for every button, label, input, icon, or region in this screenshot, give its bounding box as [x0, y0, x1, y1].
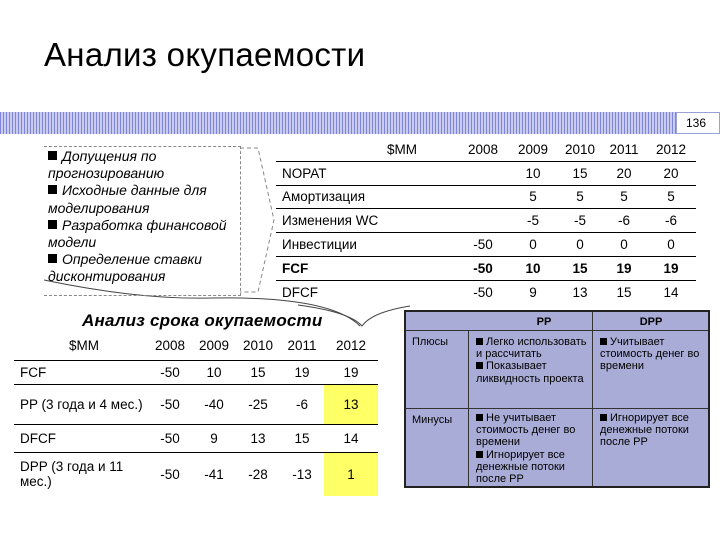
row-label: Амортизация: [276, 185, 458, 209]
checkbox-bullet-icon: [476, 451, 483, 458]
cell: -50: [148, 384, 192, 424]
checkbox-bullet-icon: [476, 362, 483, 369]
cell: 15: [236, 360, 280, 384]
cell: 19: [324, 360, 378, 384]
year-header: 2011: [602, 138, 646, 161]
highlighted-cell: 13: [324, 384, 378, 424]
checkbox-bullet-icon: [48, 151, 57, 160]
list-item: Легко использовать и рассчитать: [476, 336, 587, 361]
row-label: DFCF: [14, 424, 148, 452]
list-item: Игнорирует все денежные потоки после PP: [476, 448, 565, 486]
cell: 14: [663, 284, 679, 300]
cell: -13: [292, 466, 312, 482]
cell: 5: [558, 185, 602, 209]
table-row: [14, 452, 378, 496]
cell: 10: [192, 360, 236, 384]
cell: 20: [646, 161, 696, 185]
cell: 14: [324, 424, 378, 452]
cell: -28: [248, 466, 268, 482]
cell: -5: [508, 209, 558, 233]
cell: 20: [602, 161, 646, 185]
table-row: [276, 185, 696, 209]
row-label: PP (3 года и 4 мес.): [14, 384, 148, 424]
cell: 0: [508, 233, 558, 257]
cell: -6: [602, 209, 646, 233]
table-row: [276, 280, 696, 303]
year-header: 2012: [646, 138, 696, 161]
assumption-item: Определение ставки дисконтирования: [48, 251, 202, 285]
year-header: 2008: [458, 138, 508, 161]
cell: 0: [602, 233, 646, 257]
cell: 5: [646, 185, 696, 209]
cell: 0: [646, 233, 696, 257]
cell: 15: [616, 284, 632, 300]
col-header-dpp: DPP: [639, 316, 663, 328]
row-label: DPP (3 года и 11 мес.): [20, 459, 124, 490]
row-label: NOPAT: [276, 161, 458, 185]
cell: -6: [646, 209, 696, 233]
list-item: Показывает ликвидность проекта: [476, 360, 584, 385]
cell: -50: [148, 424, 192, 452]
cell: 13: [236, 424, 280, 452]
year-header: 2009: [508, 138, 558, 161]
cell: -50: [160, 466, 180, 482]
row-label: DFCF: [282, 284, 318, 300]
divider: [406, 408, 708, 409]
list-item: Не учитывает стоимость денег во времени: [476, 412, 576, 449]
cell: 15: [280, 424, 324, 452]
checkbox-bullet-icon: [476, 338, 483, 345]
pp-cons: [476, 412, 590, 485]
comparison-panel: [404, 310, 710, 488]
cell: [458, 161, 508, 185]
highlighted-cell: 1: [324, 452, 378, 496]
checkbox-bullet-icon: [48, 220, 57, 229]
checkbox-bullet-icon: [48, 254, 57, 263]
page-title: Анализ окупаемости: [44, 36, 366, 73]
table-row: [14, 424, 378, 452]
assumption-item: Допущения по прогнозированию: [48, 148, 165, 182]
divider: [592, 312, 593, 486]
pros-label: Плюсы: [412, 336, 448, 348]
cons-label: Минусы: [412, 414, 453, 426]
divider: [406, 330, 708, 331]
dpp-pros: [600, 336, 706, 373]
list-item: Игнорирует все денежные потоки после PP: [600, 412, 689, 449]
cell: -50: [473, 284, 493, 300]
table-row: [14, 360, 378, 384]
cell: 9: [192, 424, 236, 452]
cell: 19: [280, 360, 324, 384]
table-row: [276, 256, 696, 280]
assumption-item: Исходные данные для моделирования: [48, 182, 207, 216]
cell: -5: [558, 209, 602, 233]
page-number: 136: [686, 116, 707, 130]
unit-label: $MM: [276, 138, 458, 161]
checkbox-bullet-icon: [600, 414, 607, 421]
row-label: FCF: [276, 256, 458, 280]
cell: -41: [204, 466, 224, 482]
checkbox-bullet-icon: [48, 185, 57, 194]
dpp-cons: [600, 412, 706, 449]
pp-pros: [476, 336, 590, 385]
table-header-row: [276, 138, 696, 161]
cell: [458, 209, 508, 233]
cell: -25: [236, 384, 280, 424]
assumption-item: Разработка финансовой модели: [48, 216, 227, 251]
table-header-row: [14, 332, 378, 360]
col-header-pp: PP: [536, 316, 552, 328]
checkbox-bullet-icon: [476, 414, 483, 421]
list-item: Учитывает стоимость денег во времени: [600, 336, 700, 373]
row-label: FCF: [14, 360, 148, 384]
row-label: Инвестиции: [276, 233, 458, 257]
cell: -40: [192, 384, 236, 424]
cell: 10: [508, 256, 558, 280]
checkbox-bullet-icon: [600, 338, 607, 345]
table-row: [276, 209, 696, 233]
cell: [458, 185, 508, 209]
row-label: Изменения WC: [276, 209, 458, 233]
table-row: [276, 233, 696, 257]
table-row: [14, 384, 378, 424]
year-header: 2009: [192, 332, 236, 360]
year-header: 2010: [236, 332, 280, 360]
cell: -50: [148, 360, 192, 384]
cashflow-table: [276, 138, 696, 304]
cell: -50: [458, 233, 508, 257]
cell: -50: [458, 256, 508, 280]
cell: 13: [572, 284, 588, 300]
cell: 15: [558, 256, 602, 280]
table-row: [276, 161, 696, 185]
cell: 9: [529, 284, 537, 300]
year-header: 2008: [148, 332, 192, 360]
payback-heading: Анализ срока окупаемости: [82, 311, 323, 330]
cell: 19: [646, 256, 696, 280]
year-header: 2010: [558, 138, 602, 161]
cell: 0: [558, 233, 602, 257]
unit-label: $MM: [14, 332, 148, 360]
payback-table: [14, 332, 378, 496]
year-header: 2011: [280, 332, 324, 360]
cell: 5: [602, 185, 646, 209]
cell: 19: [602, 256, 646, 280]
cell: 15: [558, 161, 602, 185]
year-header: 2012: [324, 332, 378, 360]
cell: 10: [508, 161, 558, 185]
assumptions-list: [48, 148, 240, 286]
cell: 5: [508, 185, 558, 209]
cell: -6: [280, 384, 324, 424]
